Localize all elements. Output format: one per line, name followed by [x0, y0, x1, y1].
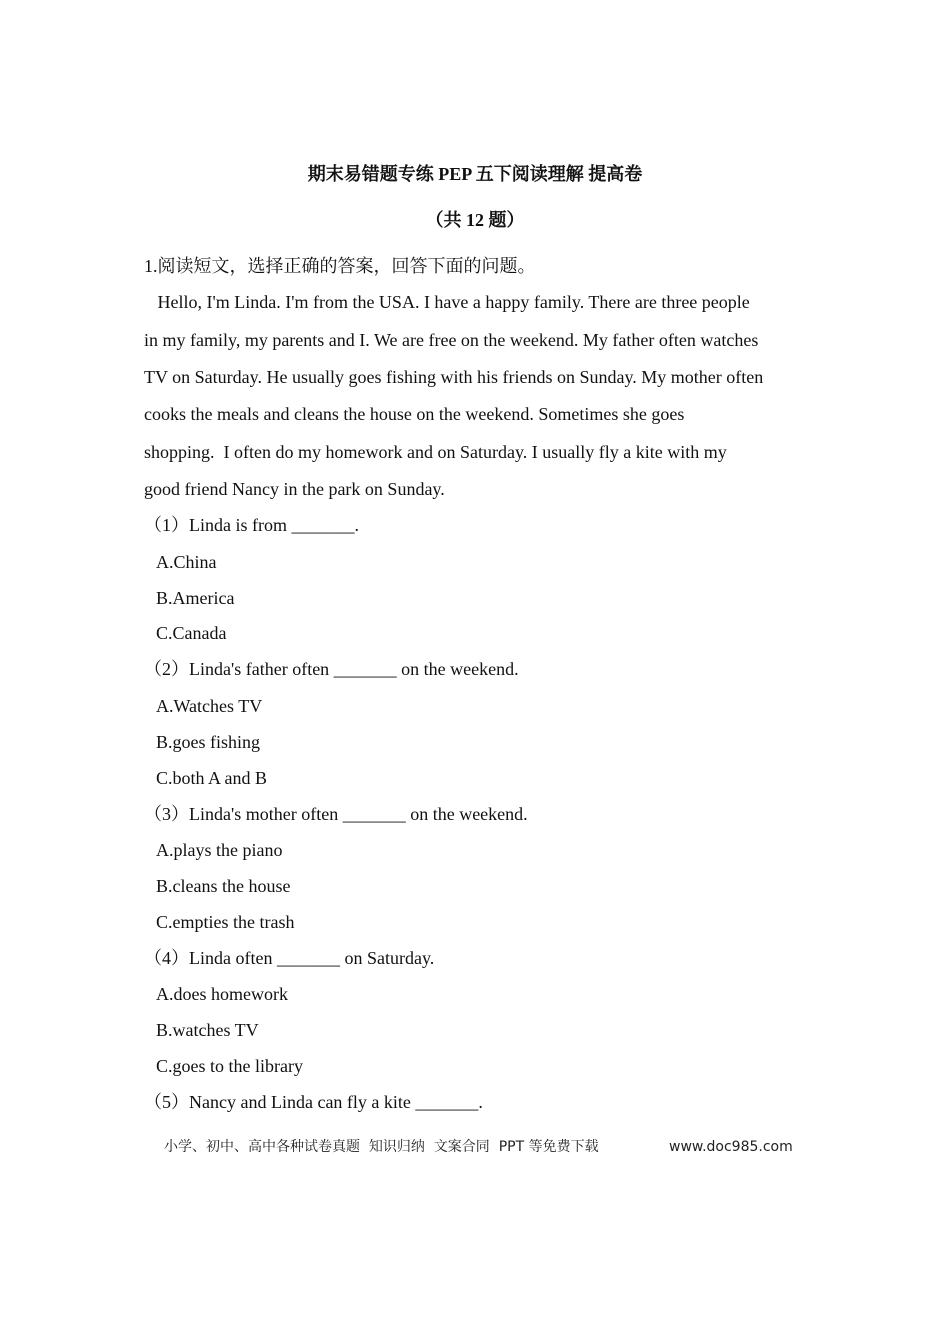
page-subtitle: （共 12 题）	[425, 210, 525, 230]
answer-option: B.cleans the house	[156, 876, 291, 896]
question-item: （1）Linda is from _______.	[144, 515, 359, 535]
question-item: （5）Nancy and Linda can fly a kite _______.	[144, 1092, 483, 1112]
footer-text: 小学、初中、高中各种试卷真题 知识归纳 文案合同 PPT 等免费下载	[164, 1139, 599, 1155]
page-title: 期末易错题专练 PEP 五下阅读理解 提高卷	[307, 164, 643, 184]
answer-option: A.does homework	[156, 984, 288, 1004]
answer-option: B.watches TV	[156, 1020, 259, 1040]
question-item: （3）Linda's mother often _______ on the weekend.	[144, 804, 528, 824]
answer-option: B.America	[156, 588, 235, 608]
answer-option: A.plays the piano	[156, 840, 283, 860]
answer-option: C.empties the trash	[156, 912, 295, 932]
answer-option: C.both A and B	[156, 768, 268, 788]
passage-line: in my family, my parents and I. We are free on the weekend. My father often watches	[144, 330, 759, 350]
question-item: （4）Linda often _______ on Saturday.	[144, 948, 435, 968]
footer-url[interactable]: www.doc985.com	[669, 1139, 793, 1155]
passage-line: cooks the meals and cleans the house on the weekend. Sometimes she goes	[144, 404, 685, 424]
passage-line: good friend Nancy in the park on Sunday.	[144, 479, 445, 499]
question-item: （2）Linda's father often _______ on the weekend.	[144, 659, 519, 679]
question-instruction: 1.阅读短文，选择正确的答案，回答下面的问题。	[144, 256, 536, 276]
passage-line: Hello, I'm Linda. I'm from the USA. I have a happy family. There are three people	[144, 292, 750, 312]
passage-line: TV on Saturday. He usually goes fishing with his friends on Sunday. My mother often	[144, 367, 764, 387]
passage-line: shopping. I often do my homework and on Saturday. I usually fly a kite with my	[144, 442, 727, 462]
answer-option: A.Watches TV	[156, 696, 263, 716]
answer-option: A.China	[156, 552, 217, 572]
answer-option: C.goes to the library	[156, 1056, 303, 1076]
answer-option: B.goes fishing	[156, 732, 261, 752]
answer-option: C.Canada	[156, 623, 227, 643]
